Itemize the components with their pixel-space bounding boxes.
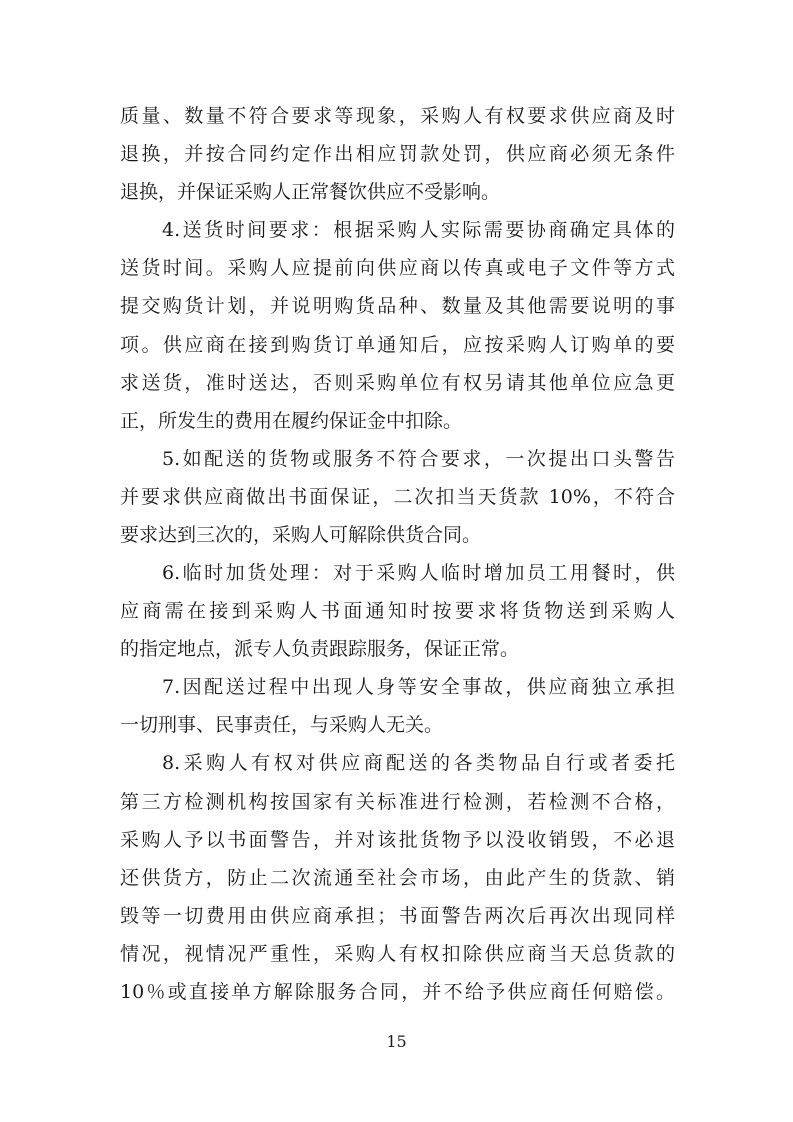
text-line: 质量、数量不符合要求等现象，采购人有权要求供应商及时 <box>120 105 675 127</box>
text-line: 还供货方，防止二次流通至社会市场，由此产生的货款、销 <box>120 867 675 889</box>
page-number: 15 <box>386 1032 407 1051</box>
text-line: 送货时间。采购人应提前向供应商以传真或电子文件等方式 <box>120 257 675 279</box>
text-line: 8.采购人有权对供应商配送的各类物品自行或者委托 <box>162 752 675 774</box>
text-line: 采购人予以书面警告，并对该批货物予以没收销毁，不必退 <box>120 829 675 851</box>
text-line: 毁等一切费用由供应商承担；书面警告两次后再次出现同样 <box>120 905 675 927</box>
text-line: 10％或直接单方解除服务合同，并不给予供应商任何赔偿。 <box>120 981 675 1003</box>
text-line: 应商需在接到采购人书面通知时按要求将货物送到采购人 <box>120 600 675 622</box>
text-line: 求送货，准时送达，否则采购单位有权另请其他单位应急更 <box>120 372 675 394</box>
text-line: 第三方检测机构按国家有关标准进行检测，若检测不合格， <box>120 791 675 813</box>
text-line: 4.送货时间要求：根据采购人实际需要协商确定具体的 <box>162 219 675 241</box>
text-line: 的指定地点，派专人负责跟踪服务，保证正常。 <box>120 638 520 660</box>
text-line: 7.因配送过程中出现人身等安全事故，供应商独立承担 <box>162 676 675 698</box>
text-line: 提交购货计划，并说明购货品种、数量及其他需要说明的事 <box>120 295 675 317</box>
text-line: 6.临时加货处理：对于采购人临时增加员工用餐时，供 <box>162 562 675 584</box>
text-line: 要求达到三次的，采购人可解除供货合同。 <box>120 524 482 546</box>
text-line: 5.如配送的货物或服务不符合要求，一次提出口头警告 <box>162 448 675 470</box>
text-line: 退换，并保证采购人正常餐饮供应不受影响。 <box>120 181 501 203</box>
text-line: 情况，视情况严重性，采购人有权扣除供应商当天总货款的 <box>120 943 675 965</box>
text-line: 正，所发生的费用在履约保证金中扣除。 <box>120 410 463 432</box>
text-line: 并要求供应商做出书面保证，二次扣当天货款 10%，不符合 <box>120 486 675 508</box>
text-line: 一切刑事、民事责任，与采购人无关。 <box>120 714 444 736</box>
text-line: 项。供应商在接到购货订单通知后，应按采购人订购单的要 <box>120 334 675 356</box>
text-line: 退换，并按合同约定作出相应罚款处罚，供应商必须无条件 <box>120 143 675 165</box>
